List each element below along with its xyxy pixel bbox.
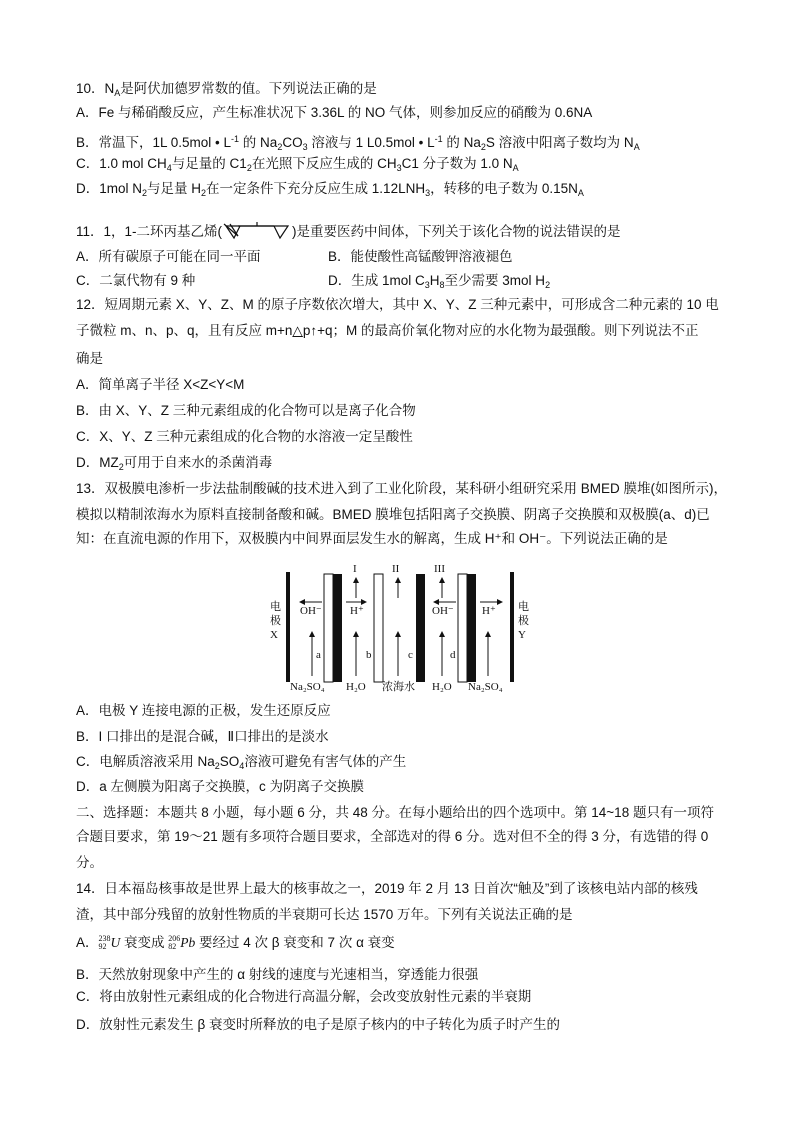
- membrane-a-label: a: [316, 649, 321, 661]
- membrane-a-outer: [324, 574, 333, 682]
- q14-option-c: C．将由放射性元素组成的化合物进行高温分解，会改变放射性元素的半衰期: [76, 989, 532, 1004]
- lead-206-nuclide: 206 82 Pb: [168, 934, 196, 951]
- feed-4-label: H₂O: [432, 681, 452, 692]
- port-ii-label: II: [392, 563, 400, 575]
- q10-option-c: C．1.0 mol $CH_4$与足量的 $C1_2$在光照下反应生成的 $CH_3C1$ 分子数为 1.0 $N_A$: [76, 156, 519, 173]
- q10-option-d: D．1mol $N_2$与足量 $H_2$在一定条件下充分反应生成 $1.12LNH_3$，转移的电子数为 $0.15N_A$: [76, 181, 584, 198]
- membrane-b: [374, 574, 383, 682]
- q14-option-a: A． 238 92 U 衰变成 206 82 Pb 要经过 4 次 β 衰变和 7 次 α 衰变: [76, 934, 395, 951]
- membrane-d-outer: [458, 574, 467, 682]
- electrode-x-label-3: X: [270, 629, 278, 641]
- membrane-c: [416, 574, 425, 682]
- q13-stem-line1: 13．双极膜电渗析一步法盐制酸碱的技术进入到了工业化阶段，某科研小组研究采用 BMED 膜堆(如图所示)，: [76, 481, 728, 496]
- q14-option-d: D．放射性元素发生 β 衰变时所释放的电子是原子核内的中子转化为质子时产生的: [76, 1017, 561, 1032]
- port-i-label: I: [353, 563, 357, 575]
- electrode-y-label-2: 极: [518, 615, 529, 627]
- feed-1-label: Na₂SO₄: [290, 681, 325, 692]
- section2-line2: 合题目要求，第 19～21 题有多项符合题目要求，全部选对的得 6 分。选对但不全的得 3 分，有选错的得 0: [76, 829, 709, 844]
- section2-line3: 分。: [76, 855, 103, 870]
- electrode-x-label-2: 极: [270, 615, 281, 627]
- q12-option-a: A．简单离子半径 X<Z<Y<M: [76, 377, 245, 392]
- membrane-c-label: c: [408, 649, 413, 661]
- q11-option-b: B．能使酸性高锰酸钾溶液褪色: [328, 249, 513, 264]
- electrode-x-bar: [286, 572, 290, 682]
- q11-option-d: D．生成 1mol $C_3H_8$至少需要 3mol $H_2$: [328, 273, 551, 290]
- membrane-d-inner: [467, 574, 476, 682]
- q13-option-c: C．电解质溶液采用 $Na_2SO_4$溶液可避免有害气体的产生: [76, 754, 407, 771]
- q12-stem-line1: 12．短周期元素 X、Y、Z、M 的原子序数依次增大，其中 X、Y、Z 三种元素中，可形成含二种元素的 10 电: [76, 297, 719, 312]
- q10-option-a: A．Fe 与稀硝酸反应，产生标准状况下 3.36L 的 NO 气体，则参加反应的硝酸为 0.6NA: [76, 105, 593, 120]
- q14-stem-line2: 渣，其中部分残留的放射性物质的半衰期可长达 1570 万年。下列有关说法正确的是: [76, 907, 573, 922]
- q14-option-b: B．天然放射现象中产生的 α 射线的速度与光速相当，穿透能力很强: [76, 967, 479, 982]
- uranium-238-nuclide: 238 92 U: [98, 934, 121, 951]
- feed-5-label: Na₂SO₄: [468, 681, 503, 692]
- electrode-y-label-3: Y: [518, 629, 526, 641]
- q13-stem-line3: 知：在直流电源的作用下，双极膜内中间界面层发生水的解离，生成 H⁺和 OH⁻。下列说法正确的是: [76, 531, 668, 546]
- ion-h-right: H⁺: [482, 605, 496, 617]
- q11-option-c: C．二氯代物有 9 种: [76, 273, 196, 288]
- q11-option-a: A．所有碳原子可能在同一平面: [76, 249, 261, 264]
- q13-option-d: D．a 左侧膜为阳离子交换膜，c 为阴离子交换膜: [76, 779, 365, 794]
- q12-stem-line2: 子微粒 m、n、p、q，且有反应 m+n△p↑+q；M 的最高价氧化物对应的水化物为最强酸。则下列说法不正: [76, 323, 699, 338]
- q10-stem: 10．$N_A$是阿伏加德罗常数的值。下列说法正确的是: [76, 81, 377, 98]
- q11-stem: 11．1，1-二环丙基乙烯( )是重要医药中间体，下列关于该化合物的说法错误的是: [76, 224, 621, 239]
- ion-h-left: H⁺: [350, 605, 364, 617]
- feed-2-label: H₂O: [346, 681, 366, 692]
- q12-option-b: B．由 X、Y、Z 三种元素组成的化合物可以是离子化合物: [76, 403, 416, 418]
- q13-option-b: B．I 口排出的是混合碱，Ⅱ口排出的是淡水: [76, 729, 329, 744]
- q12-option-d: D．$MZ_2$可用于自来水的杀菌消毒: [76, 455, 273, 472]
- q13-stem-line2: 模拟以精制浓海水为原料直接制备酸和碱。BMED 膜堆包括阳离子交换膜、阴离子交换膜和双极膜(a、d)已: [76, 507, 710, 522]
- electrode-y-label-1: 电: [518, 601, 529, 613]
- port-iii-label: III: [434, 563, 445, 575]
- bmed-diagram: [262, 562, 542, 692]
- membrane-d-label: d: [450, 649, 456, 661]
- ion-oh-left: OH⁻: [300, 605, 322, 617]
- feed-3-label: 浓海水: [382, 681, 415, 692]
- dicyclopropyl-ethylene-structure: [222, 222, 292, 240]
- membrane-a-inner: [333, 574, 342, 682]
- ion-oh-right: OH⁻: [432, 605, 454, 617]
- q12-option-c: C．X、Y、Z 三种元素组成的化合物的水溶液一定呈酸性: [76, 429, 413, 444]
- q13-option-a: A．电极 Y 连接电源的正极，发生还原反应: [76, 703, 331, 718]
- electrode-x-label-1: 电: [270, 601, 281, 613]
- q12-stem-line3: 确是: [76, 351, 103, 366]
- membrane-b-label: b: [366, 649, 372, 661]
- q14-stem-line1: 14．日本福岛核事故是世界上最大的核事故之一，2019 年 2 月 13 日首次“触及”到了该核电站内部的核残: [76, 881, 698, 896]
- electrode-y-bar: [510, 572, 514, 682]
- section2-line1: 二、选择题：本题共 8 小题，每小题 6 分，共 48 分。在每小题给出的四个选项中。第 14~18 题只有一项符: [76, 805, 714, 820]
- q10-option-b: B．常温下，1L 0.5mol • $L^{-1}$ 的 $Na_2CO_3$ 溶液与 1 L0.5mol • $L^{-1}$ 的 $Na_2S$ 溶液中阳离子数均为 $N_A$: [76, 134, 640, 152]
